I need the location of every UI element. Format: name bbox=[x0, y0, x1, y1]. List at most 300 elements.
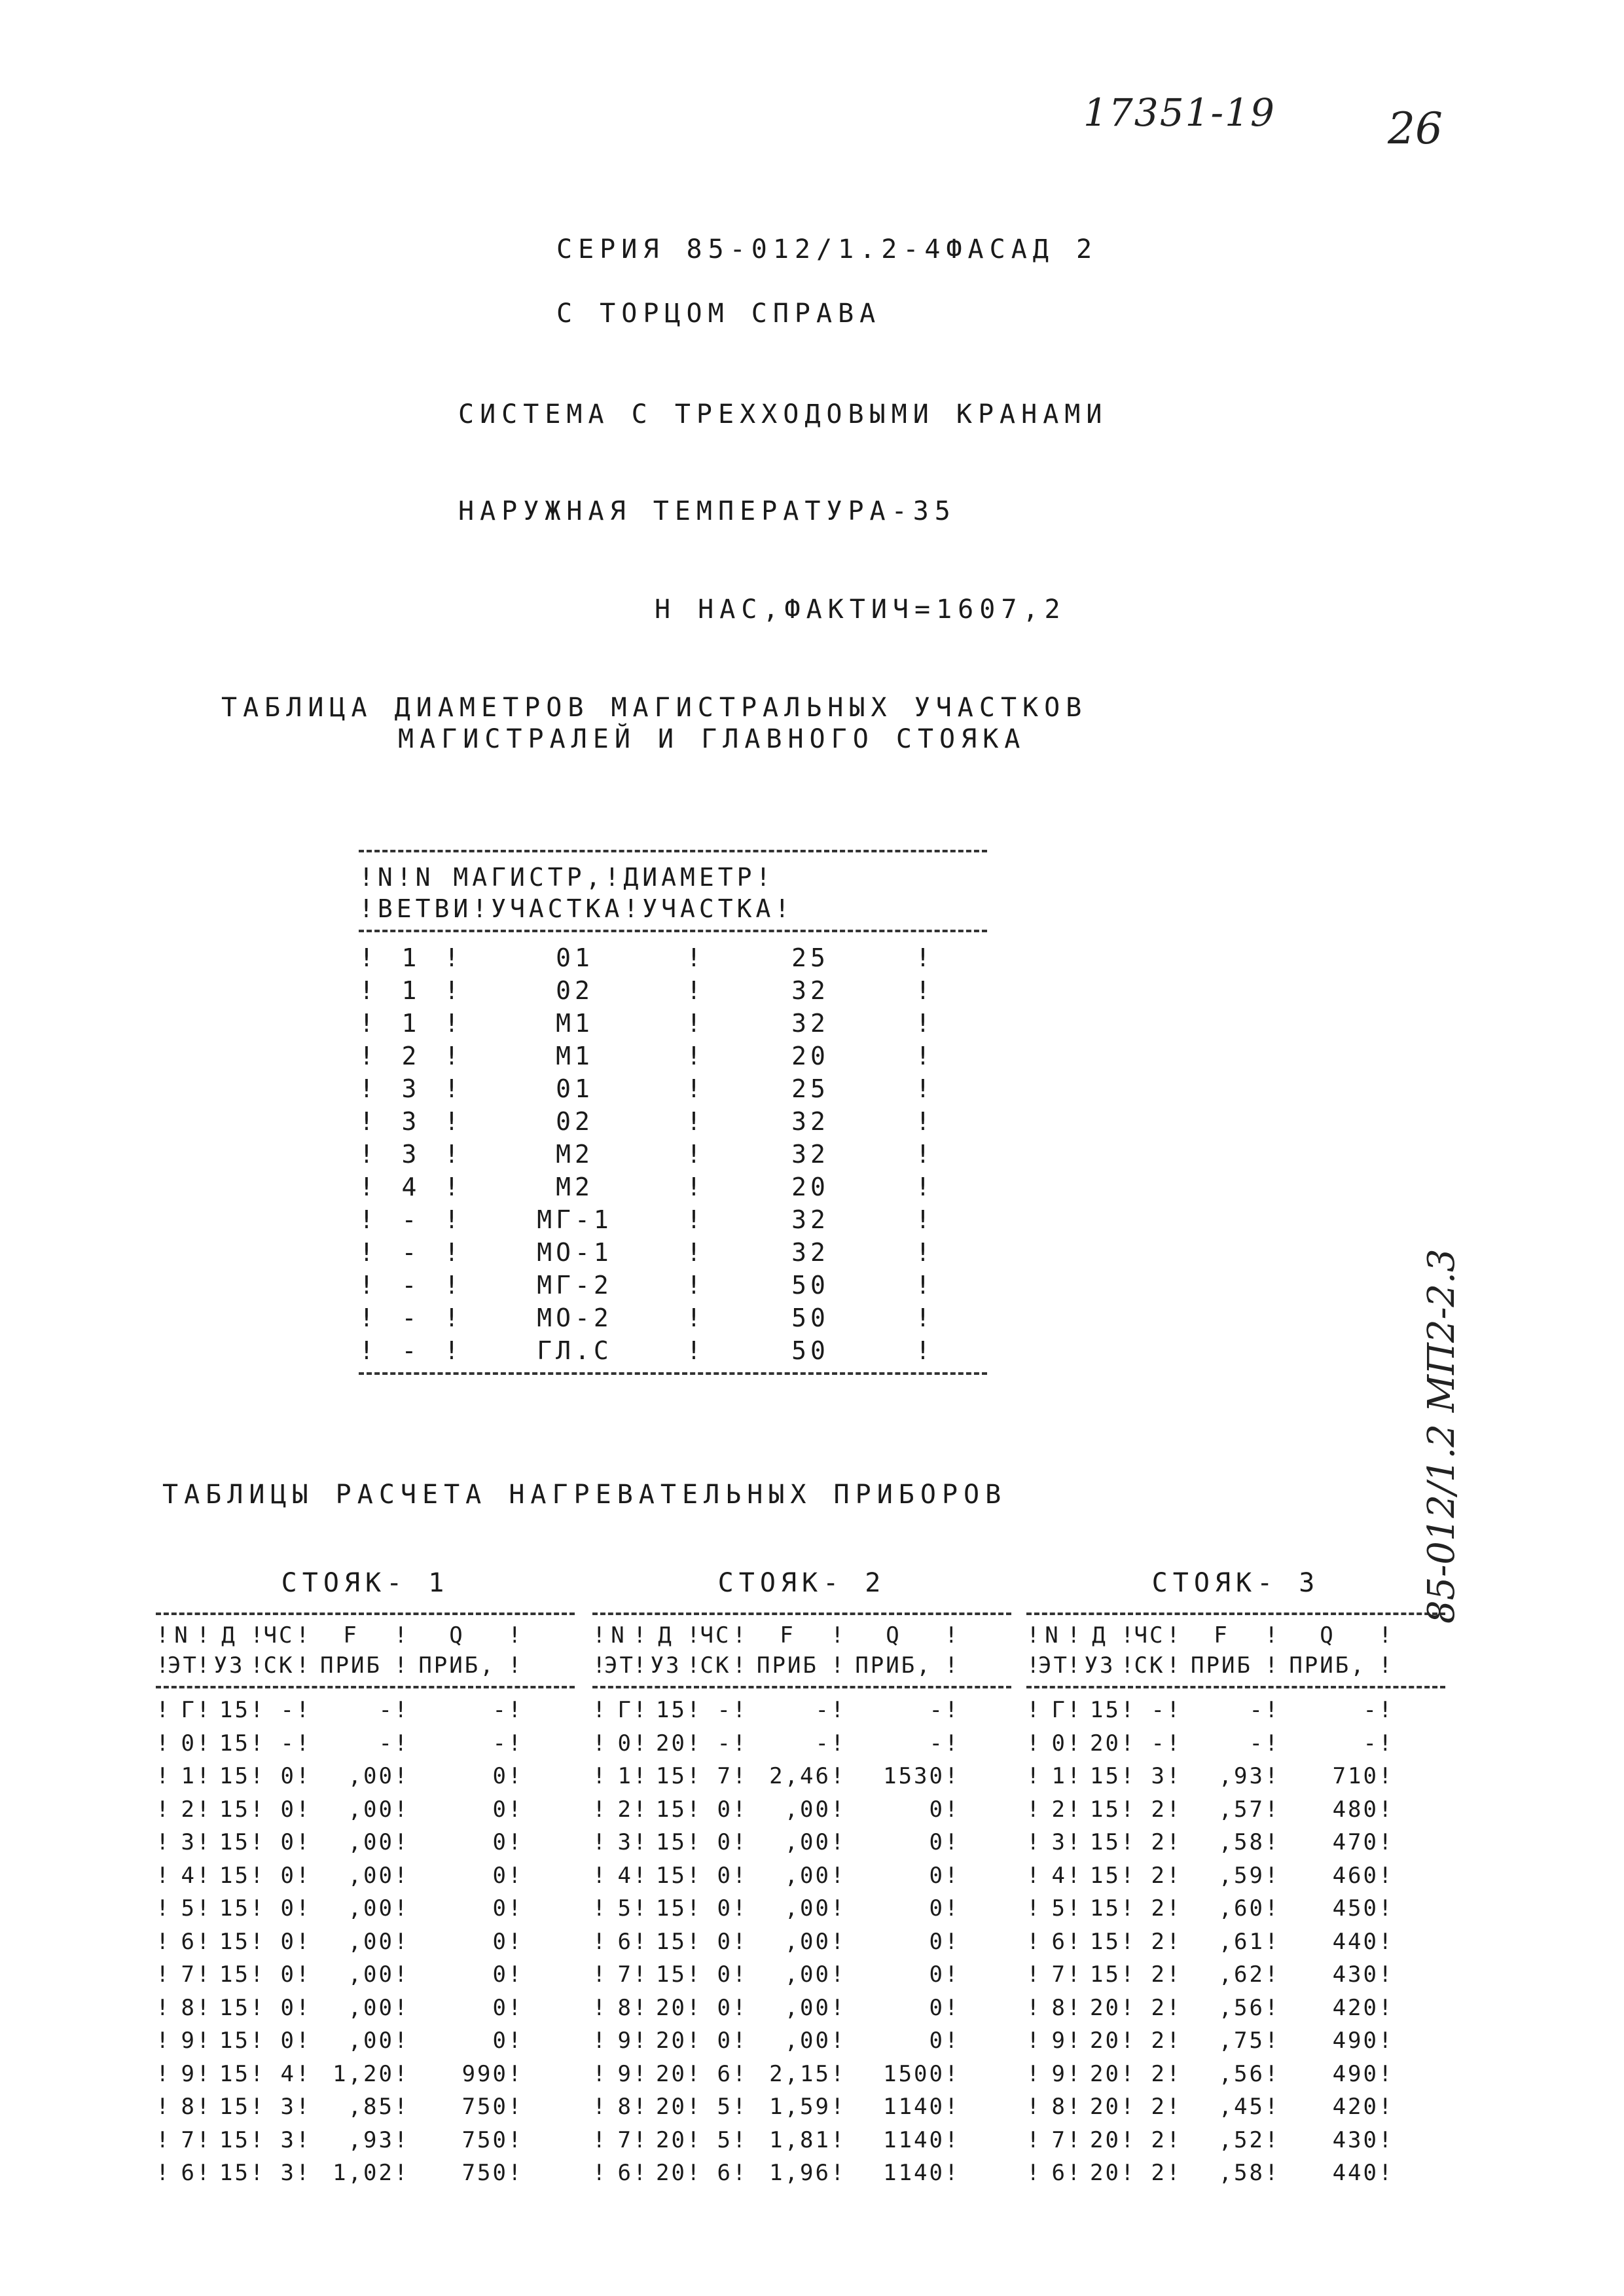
column-separator: ! bbox=[359, 1336, 378, 1365]
floor-cell: 8 bbox=[617, 1994, 633, 2021]
node-cell: 15 bbox=[1090, 1862, 1121, 1889]
node-cell: 15 bbox=[219, 1730, 250, 1757]
column-separator: ! bbox=[1379, 1994, 1394, 2021]
column-separator: ! bbox=[359, 1205, 378, 1234]
table-row bbox=[1026, 1992, 1445, 2025]
table-row bbox=[1026, 2024, 1445, 2058]
section-count-cell: - bbox=[1151, 1730, 1166, 1757]
section-count-cell: 0 bbox=[280, 1961, 296, 1988]
table-row bbox=[359, 974, 987, 1007]
section-cell: ГЛ.С bbox=[537, 1336, 613, 1365]
column-separator: ! bbox=[359, 976, 378, 1005]
pressure-line: Н НАС,ФАКТИЧ=1607,2 bbox=[655, 594, 1066, 625]
column-separator: ! bbox=[687, 1829, 702, 1855]
floor-cell: 6 bbox=[181, 2160, 196, 2186]
column-separator: ! bbox=[732, 2060, 748, 2087]
section-count-cell: - bbox=[280, 1697, 296, 1723]
branch-cell: 3 bbox=[401, 1107, 421, 1136]
column-separator: ! bbox=[732, 2028, 748, 2054]
area-cell: 1,81 bbox=[769, 2126, 831, 2153]
heat-cell: 1140 bbox=[883, 2160, 945, 2186]
table-row bbox=[156, 1958, 575, 1992]
section-cell: МГ-1 bbox=[537, 1205, 613, 1234]
column-separator: ! bbox=[508, 1829, 524, 1855]
column-separator: ! bbox=[1121, 2126, 1136, 2153]
column-separator: ! bbox=[687, 1895, 702, 1922]
table-rule bbox=[1026, 1613, 1445, 1615]
heat-cell: 0 bbox=[929, 1961, 945, 1988]
column-separator: ! bbox=[1026, 1961, 1042, 1988]
column-separator: ! bbox=[687, 1652, 702, 1679]
table-row bbox=[592, 1859, 1011, 1893]
column-separator: ! bbox=[1121, 1994, 1136, 2021]
floor-cell: 3 bbox=[1051, 1829, 1067, 1855]
riser-header-cell: УЗ bbox=[650, 1652, 681, 1679]
node-cell: 15 bbox=[219, 2160, 250, 2186]
table-rule bbox=[1026, 1686, 1445, 1688]
column-separator: ! bbox=[1265, 2028, 1280, 2054]
area-cell: ,00 bbox=[784, 1862, 831, 1889]
area-cell: ,00 bbox=[348, 1961, 394, 1988]
riser-header-row bbox=[156, 1620, 575, 1650]
section-count-cell: 2 bbox=[1151, 1994, 1166, 2021]
column-separator: ! bbox=[831, 1862, 846, 1889]
column-separator: ! bbox=[1121, 1697, 1136, 1723]
column-separator: ! bbox=[686, 1238, 706, 1267]
column-separator: ! bbox=[1121, 1622, 1136, 1649]
column-separator: ! bbox=[1166, 1961, 1182, 1988]
section-count-cell: - bbox=[280, 1730, 296, 1757]
section-count-cell: 2 bbox=[1151, 1928, 1166, 1955]
area-cell: ,52 bbox=[1218, 2126, 1265, 2153]
riser-header-row bbox=[1026, 1620, 1445, 1650]
column-separator: ! bbox=[633, 1763, 649, 1789]
column-separator: ! bbox=[1379, 1796, 1394, 1823]
section-count-cell: 3 bbox=[280, 2160, 296, 2186]
column-separator: ! bbox=[945, 2126, 960, 2153]
column-separator: ! bbox=[250, 2060, 266, 2087]
heat-cell: 420 bbox=[1332, 1994, 1379, 2021]
riser-header-row bbox=[592, 1650, 1011, 1681]
diameter-table-subtitle: МАГИСТРАЛЕЙ И ГЛАВНОГО СТОЯКА bbox=[398, 724, 1026, 754]
node-cell: 15 bbox=[656, 1961, 687, 1988]
column-separator: ! bbox=[945, 1928, 960, 1955]
floor-cell: 7 bbox=[1051, 1961, 1067, 1988]
area-cell: ,58 bbox=[1218, 2160, 1265, 2186]
column-separator: ! bbox=[296, 1829, 312, 1855]
column-separator: ! bbox=[1121, 1763, 1136, 1789]
table-row bbox=[156, 2124, 575, 2157]
column-separator: ! bbox=[296, 2126, 312, 2153]
section-cell: 01 bbox=[556, 1074, 594, 1103]
column-separator: ! bbox=[508, 2160, 524, 2186]
floor-cell: 1 bbox=[617, 1763, 633, 1789]
column-separator: ! bbox=[156, 1928, 171, 1955]
column-separator: ! bbox=[945, 2160, 960, 2186]
floor-cell: 9 bbox=[1051, 2028, 1067, 2054]
column-separator: ! bbox=[592, 2028, 608, 2054]
column-separator: ! bbox=[296, 1730, 312, 1757]
area-cell: ,00 bbox=[348, 1796, 394, 1823]
table-row bbox=[1026, 1826, 1445, 1859]
column-separator: ! bbox=[915, 1107, 935, 1136]
branch-cell: 1 bbox=[401, 976, 421, 1005]
heat-cell: 470 bbox=[1332, 1829, 1379, 1855]
column-separator: ! bbox=[1026, 1622, 1042, 1649]
heat-cell: 480 bbox=[1332, 1796, 1379, 1823]
column-separator: ! bbox=[1067, 1763, 1083, 1789]
column-separator: ! bbox=[1379, 1961, 1394, 1988]
series-line: СЕРИЯ 85-012/1.2-4ФАСАД 2 bbox=[556, 234, 1098, 264]
heat-cell: 0 bbox=[492, 1994, 508, 2021]
table-row bbox=[1026, 1760, 1445, 1793]
column-separator: ! bbox=[444, 1173, 463, 1201]
column-separator: ! bbox=[945, 1961, 960, 1988]
riser-title: СТОЯК- 1 bbox=[281, 1568, 450, 1598]
table-row bbox=[592, 1892, 1011, 1925]
floor-cell: 6 bbox=[617, 2160, 633, 2186]
node-cell: 20 bbox=[1090, 2028, 1121, 2054]
column-separator: ! bbox=[250, 1829, 266, 1855]
table-row bbox=[156, 1925, 575, 1959]
floor-cell: 0 bbox=[1051, 1730, 1067, 1757]
column-separator: ! bbox=[732, 1652, 748, 1679]
column-separator: ! bbox=[444, 1271, 463, 1300]
floor-cell: 9 bbox=[181, 2028, 196, 2054]
table-row bbox=[359, 1269, 987, 1302]
section-count-cell: 5 bbox=[717, 2094, 732, 2120]
column-separator: ! bbox=[508, 1994, 524, 2021]
column-separator: ! bbox=[732, 1730, 748, 1757]
column-separator: ! bbox=[508, 2094, 524, 2120]
area-cell: ,00 bbox=[784, 1796, 831, 1823]
area-cell: 1,20 bbox=[333, 2060, 394, 2087]
floor-cell: 7 bbox=[181, 1961, 196, 1988]
table-row bbox=[1026, 1859, 1445, 1893]
section-cell: М1 bbox=[556, 1009, 594, 1038]
column-separator: ! bbox=[1067, 1895, 1083, 1922]
table-row bbox=[359, 1072, 987, 1105]
node-cell: 15 bbox=[1090, 1961, 1121, 1988]
riser-header-cell: Д bbox=[658, 1622, 674, 1649]
column-separator: ! bbox=[1026, 1652, 1042, 1679]
column-separator: ! bbox=[508, 1961, 524, 1988]
column-separator: ! bbox=[1379, 2160, 1394, 2186]
column-separator: ! bbox=[196, 1652, 212, 1679]
node-cell: 20 bbox=[656, 2094, 687, 2120]
area-cell: - bbox=[1249, 1730, 1265, 1757]
section-count-cell: 0 bbox=[717, 1961, 732, 1988]
table-row bbox=[1026, 1793, 1445, 1827]
column-separator: ! bbox=[732, 2160, 748, 2186]
heat-cell: - bbox=[929, 1697, 945, 1723]
column-separator: ! bbox=[1379, 1763, 1394, 1789]
column-separator: ! bbox=[1379, 1730, 1394, 1757]
node-cell: 15 bbox=[656, 1796, 687, 1823]
column-separator: ! bbox=[196, 2028, 212, 2054]
floor-cell: 5 bbox=[1051, 1895, 1067, 1922]
column-separator: ! bbox=[1166, 1928, 1182, 1955]
column-separator: ! bbox=[633, 1862, 649, 1889]
column-separator: ! bbox=[196, 1697, 212, 1723]
table-row bbox=[156, 2090, 575, 2124]
node-cell: 15 bbox=[219, 1697, 250, 1723]
heat-cell: 420 bbox=[1332, 2094, 1379, 2120]
column-separator: ! bbox=[1265, 2126, 1280, 2153]
column-separator: ! bbox=[296, 2060, 312, 2087]
heat-cell: 0 bbox=[929, 1994, 945, 2021]
heat-cell: - bbox=[1363, 1730, 1379, 1757]
column-separator: ! bbox=[296, 2160, 312, 2186]
column-separator: ! bbox=[686, 1303, 706, 1332]
column-separator: ! bbox=[1265, 1862, 1280, 1889]
column-separator: ! bbox=[687, 1796, 702, 1823]
node-cell: 15 bbox=[219, 2126, 250, 2153]
column-separator: ! bbox=[196, 1928, 212, 1955]
table-row bbox=[359, 1007, 987, 1040]
heat-cell: 0 bbox=[929, 1796, 945, 1823]
column-separator: ! bbox=[1265, 2094, 1280, 2120]
node-cell: 15 bbox=[1090, 1796, 1121, 1823]
riser-header-cell: N bbox=[1045, 1622, 1060, 1649]
section-count-cell: 7 bbox=[717, 1763, 732, 1789]
floor-cell: Г bbox=[181, 1697, 196, 1723]
diameter-cell: 20 bbox=[791, 1173, 829, 1201]
column-separator: ! bbox=[250, 1652, 266, 1679]
node-cell: 15 bbox=[219, 1862, 250, 1889]
area-cell: ,00 bbox=[784, 1928, 831, 1955]
column-separator: ! bbox=[831, 1697, 846, 1723]
column-separator: ! bbox=[732, 1961, 748, 1988]
column-separator: ! bbox=[915, 1009, 935, 1038]
section-count-cell: 2 bbox=[1151, 2094, 1166, 2120]
column-separator: ! bbox=[508, 1652, 524, 1679]
column-separator: ! bbox=[732, 1862, 748, 1889]
branch-cell: - bbox=[401, 1238, 421, 1267]
column-separator: ! bbox=[359, 1042, 378, 1070]
column-separator: ! bbox=[156, 1796, 171, 1823]
heat-cell: 1140 bbox=[883, 2126, 945, 2153]
heat-cell: - bbox=[929, 1730, 945, 1757]
header-section: УЧАСТКА bbox=[491, 894, 624, 923]
riser-header-cell: F bbox=[1214, 1622, 1229, 1649]
column-separator: ! bbox=[1265, 1652, 1280, 1679]
branch-cell: 1 bbox=[401, 943, 421, 972]
branch-cell: 2 bbox=[401, 1042, 421, 1070]
section-count-cell: 2 bbox=[1151, 1862, 1166, 1889]
table-row bbox=[1026, 1925, 1445, 1959]
branch-cell: - bbox=[401, 1205, 421, 1234]
column-separator: ! bbox=[1026, 1796, 1042, 1823]
document-number: 17351-19 bbox=[1083, 90, 1276, 135]
column-separator: ! bbox=[394, 1961, 410, 1988]
column-separator: ! bbox=[508, 1697, 524, 1723]
riser-title: СТОЯК- 3 bbox=[1151, 1568, 1320, 1598]
node-cell: 15 bbox=[219, 1928, 250, 1955]
column-separator: ! bbox=[250, 1763, 266, 1789]
column-separator: ! bbox=[196, 1730, 212, 1757]
column-separator: ! bbox=[1265, 1961, 1280, 1988]
table-row bbox=[359, 1334, 987, 1367]
diameter-table-body bbox=[359, 941, 987, 1367]
table-row bbox=[592, 2090, 1011, 2124]
diameter-table-header-row-2: ! ВЕТВИ ! УЧАСТКА ! УЧАСТКА ! bbox=[359, 894, 794, 923]
node-cell: 20 bbox=[656, 2126, 687, 2153]
column-separator: ! bbox=[1067, 1622, 1083, 1649]
node-cell: 15 bbox=[656, 1895, 687, 1922]
area-cell: ,57 bbox=[1218, 1796, 1265, 1823]
table-row bbox=[359, 1105, 987, 1138]
column-separator: ! bbox=[687, 1730, 702, 1757]
column-separator: ! bbox=[915, 1173, 935, 1201]
riser-header-cell: ЧС bbox=[700, 1622, 731, 1649]
column-separator: ! bbox=[156, 1763, 171, 1789]
column-separator: ! bbox=[633, 2028, 649, 2054]
column-separator: ! bbox=[296, 1994, 312, 2021]
riser-header-cell: СК bbox=[1134, 1652, 1165, 1679]
heat-cell: 0 bbox=[492, 1763, 508, 1789]
column-separator: ! bbox=[250, 1994, 266, 2021]
column-separator: ! bbox=[444, 976, 463, 1005]
column-separator: ! bbox=[1166, 1862, 1182, 1889]
floor-cell: 6 bbox=[1051, 1928, 1067, 1955]
column-separator: ! bbox=[686, 1336, 706, 1365]
column-separator: ! bbox=[156, 1829, 171, 1855]
column-separator: ! bbox=[1026, 2126, 1042, 2153]
column-separator: ! bbox=[831, 1796, 846, 1823]
section-count-cell: 0 bbox=[717, 1994, 732, 2021]
column-separator: ! bbox=[1067, 1829, 1083, 1855]
column-separator: ! bbox=[1166, 1697, 1182, 1723]
riser-header-row bbox=[592, 1620, 1011, 1650]
floor-cell: 4 bbox=[617, 1862, 633, 1889]
column-separator: ! bbox=[156, 2126, 171, 2153]
column-separator: ! bbox=[732, 1697, 748, 1723]
riser-header-cell: F bbox=[780, 1622, 795, 1649]
column-separator: ! bbox=[1379, 1928, 1394, 1955]
column-separator: ! bbox=[1265, 1928, 1280, 1955]
column-separator: ! bbox=[156, 1622, 171, 1649]
column-separator: ! bbox=[1379, 2126, 1394, 2153]
column-separator: ! bbox=[156, 2160, 171, 2186]
column-separator: ! bbox=[196, 1961, 212, 1988]
area-cell: ,00 bbox=[348, 1829, 394, 1855]
table-rule bbox=[359, 930, 987, 936]
node-cell: 20 bbox=[656, 1730, 687, 1757]
area-cell: 1,59 bbox=[769, 2094, 831, 2120]
heat-cell: 750 bbox=[461, 2126, 508, 2153]
heat-cell: - bbox=[492, 1697, 508, 1723]
area-cell: - bbox=[378, 1730, 394, 1757]
column-separator: ! bbox=[1121, 1862, 1136, 1889]
column-separator: ! bbox=[686, 1107, 706, 1136]
riser-header-cell: Д bbox=[221, 1622, 237, 1649]
end-position-line: С ТОРЦОМ СПРАВА bbox=[556, 299, 882, 329]
section-count-cell: 0 bbox=[280, 1829, 296, 1855]
column-separator: ! bbox=[1067, 1961, 1083, 1988]
column-separator: ! bbox=[359, 943, 378, 972]
area-cell: - bbox=[378, 1697, 394, 1723]
column-separator: ! bbox=[1166, 1622, 1182, 1649]
section-count-cell: 0 bbox=[280, 2028, 296, 2054]
column-separator: ! bbox=[359, 1140, 378, 1169]
section-count-cell: 0 bbox=[717, 1796, 732, 1823]
column-separator: ! bbox=[508, 1862, 524, 1889]
column-separator: ! bbox=[250, 1961, 266, 1988]
table-row bbox=[156, 1760, 575, 1793]
column-separator: ! bbox=[394, 2060, 410, 2087]
section-cell: МО-1 bbox=[537, 1238, 613, 1267]
column-separator: ! bbox=[444, 1303, 463, 1332]
column-separator: ! bbox=[394, 2160, 410, 2186]
riser-header-cell: Q bbox=[1320, 1622, 1335, 1649]
column-separator: ! bbox=[592, 1652, 608, 1679]
column-separator: ! bbox=[444, 1107, 463, 1136]
column-separator: ! bbox=[686, 1140, 706, 1169]
column-separator: ! bbox=[196, 1763, 212, 1789]
column-separator: ! bbox=[296, 1961, 312, 1988]
node-cell: 15 bbox=[1090, 1895, 1121, 1922]
column-separator: ! bbox=[1166, 2160, 1182, 2186]
riser-header-cell: Q bbox=[449, 1622, 465, 1649]
column-separator: ! bbox=[831, 2060, 846, 2087]
riser-header-cell: ПРИБ bbox=[320, 1652, 382, 1679]
section-count-cell: 0 bbox=[717, 1862, 732, 1889]
riser-table-2 bbox=[592, 1568, 1011, 2190]
column-separator: ! bbox=[156, 1730, 171, 1757]
riser-header-cell: ЧС bbox=[1134, 1622, 1165, 1649]
column-separator: ! bbox=[687, 1697, 702, 1723]
column-separator: ! bbox=[687, 2160, 702, 2186]
section-count-cell: 3 bbox=[280, 2126, 296, 2153]
riser-header-cell: УЗ bbox=[213, 1652, 245, 1679]
heat-cell: 0 bbox=[929, 1829, 945, 1855]
column-separator: ! bbox=[394, 1763, 410, 1789]
section-count-cell: 4 bbox=[280, 2060, 296, 2087]
area-cell: ,56 bbox=[1218, 1994, 1265, 2021]
column-separator: ! bbox=[394, 1622, 410, 1649]
section-count-cell: 6 bbox=[717, 2060, 732, 2087]
riser-header-cell: Q bbox=[886, 1622, 901, 1649]
heat-cell: 450 bbox=[1332, 1895, 1379, 1922]
section-cell: М2 bbox=[556, 1140, 594, 1169]
column-separator: ! bbox=[1166, 2094, 1182, 2120]
column-separator: ! bbox=[296, 2094, 312, 2120]
header-section-2: УЧАСТКА bbox=[642, 894, 775, 923]
heat-cell: 440 bbox=[1332, 2160, 1379, 2186]
column-separator: ! bbox=[196, 1796, 212, 1823]
column-separator: ! bbox=[196, 2094, 212, 2120]
column-separator: ! bbox=[915, 1140, 935, 1169]
column-separator: ! bbox=[1026, 1763, 1042, 1789]
column-separator: ! bbox=[633, 1829, 649, 1855]
node-cell: 15 bbox=[219, 1763, 250, 1789]
table-row bbox=[1026, 2058, 1445, 2091]
branch-cell: 1 bbox=[401, 1009, 421, 1038]
section-count-cell: - bbox=[717, 1697, 732, 1723]
column-separator: ! bbox=[633, 2060, 649, 2087]
column-separator: ! bbox=[732, 2126, 748, 2153]
table-row bbox=[1026, 1958, 1445, 1992]
header-main-n: N МАГИСТР, bbox=[415, 863, 605, 892]
column-separator: ! bbox=[359, 1009, 378, 1038]
column-separator: ! bbox=[831, 1829, 846, 1855]
column-separator: ! bbox=[508, 1928, 524, 1955]
area-cell: ,85 bbox=[348, 2094, 394, 2120]
node-cell: 20 bbox=[1090, 1730, 1121, 1757]
heat-cell: 990 bbox=[461, 2060, 508, 2087]
table-row bbox=[359, 1236, 987, 1269]
